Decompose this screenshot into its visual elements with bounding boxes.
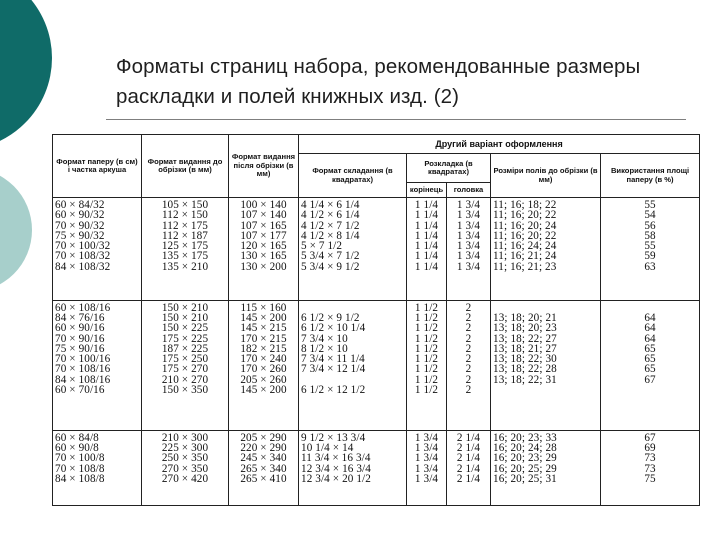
header-margins: Розміри полів до обрізки (в мм) — [491, 154, 601, 198]
header-spine: корінець — [407, 183, 447, 198]
header-layout-format: Формат складання (в квадратах) — [299, 154, 407, 198]
decor-circle-dark — [0, 0, 52, 150]
cell-margins: 11; 16; 18; 22 11; 16; 20; 22 11; 16; 20; 24 11; 16; 20; 22 11; 16; 24; 24 11; 16; 21; 24 11; 16; 21; 23 — [491, 198, 601, 301]
cell-paper: 60 × 84/8 60 × 90/8 70 × 100/8 70 × 108/8 84 × 108/8 — [53, 430, 142, 505]
cell-after-trim: 115 × 160 145 × 200 145 × 215 170 × 215 182 × 215 170 × 240 170 × 260 205 × 260 145 × 200 — [229, 300, 299, 430]
table-wrapper — [52, 134, 699, 506]
header-layout: Розкладка (в квадратах) — [407, 154, 491, 183]
cell-usage: 67 69 73 73 75 — [601, 430, 700, 505]
table-row — [53, 430, 700, 505]
cell-after-trim: 100 × 140 107 × 140 107 × 165 107 × 177 120 × 165 130 × 165 130 × 200 — [229, 198, 299, 301]
cell-before-trim: 210 × 300 225 × 300 250 × 350 270 × 350 270 × 420 — [142, 430, 229, 505]
cell-layout-format: 6 1/2 × 9 1/2 6 1/2 × 10 1/4 7 3/4 × 10 8 1/2 × 10 7 3/4 × 11 1/4 7 3/4 × 12 1/4 6 1/2 × 12 1/2 — [299, 300, 407, 430]
decor-circle-light — [0, 168, 32, 292]
table-row — [53, 198, 700, 301]
header-second-variant: Другий варіант оформлення — [299, 135, 700, 154]
header-paper-usage: Використання площі паперу (в %) — [601, 154, 700, 198]
cell-layout-format: 4 1/4 × 6 1/4 4 1/2 × 6 1/4 4 1/2 × 7 1/2 4 1/2 × 8 1/4 5 × 7 1/2 5 3/4 × 7 1/2 5 3/4 × 9 1/2 — [299, 198, 407, 301]
header-paper-format: Формат паперу (в см) і частка аркуша — [53, 135, 142, 198]
cell-spine: 1 1/2 1 1/2 1 1/2 1 1/2 1 1/2 1 1/2 1 1/2 1 1/2 1 1/2 — [407, 300, 447, 430]
cell-before-trim: 105 × 150 112 × 150 112 × 175 112 × 187 125 × 175 135 × 175 135 × 210 — [142, 198, 229, 301]
cell-margins: 16; 20; 23; 33 16; 20; 24; 28 16; 20; 23; 29 16; 20; 25; 29 16; 20; 25; 31 — [491, 430, 601, 505]
cell-layout-format: 9 1/2 × 13 3/4 10 1/4 × 14 11 3/4 × 16 3/4 12 3/4 × 16 3/4 12 3/4 × 20 1/2 — [299, 430, 407, 505]
header-head: головка — [447, 183, 491, 198]
cell-spine: 1 3/4 1 3/4 1 3/4 1 3/4 1 3/4 — [407, 430, 447, 505]
cell-head: 1 3/4 1 3/4 1 3/4 1 3/4 1 3/4 1 3/4 1 3/4 — [447, 198, 491, 301]
cell-usage: 55 54 56 58 55 59 63 — [601, 198, 700, 301]
cell-usage: 64 64 64 65 65 65 67 — [601, 300, 700, 430]
formats-table — [52, 134, 700, 506]
header-format-before-trim: Формат видання до обрізки (в мм) — [142, 135, 229, 198]
cell-spine: 1 1/4 1 1/4 1 1/4 1 1/4 1 1/4 1 1/4 1 1/4 — [407, 198, 447, 301]
slide-decoration — [0, 0, 60, 300]
cell-head: 2 1/4 2 1/4 2 1/4 2 1/4 2 1/4 — [447, 430, 491, 505]
header-format-after-trim: Формат видання після обрізки (в мм) — [229, 135, 299, 198]
title-underline — [106, 119, 686, 120]
table-row — [53, 300, 700, 430]
cell-paper: 60 × 84/32 60 × 90/32 70 × 90/32 75 × 90/32 70 × 100/32 70 × 108/32 84 × 108/32 — [53, 198, 142, 301]
cell-after-trim: 205 × 290 220 × 290 245 × 340 265 × 340 265 × 410 — [229, 430, 299, 505]
cell-head: 2 2 2 2 2 2 2 2 2 — [447, 300, 491, 430]
cell-margins: 13; 18; 20; 21 13; 18; 20; 23 13; 18; 22; 27 13; 18; 21; 27 13; 18; 22; 30 13; 18; 22; 28 13; 18; 22; 31 — [491, 300, 601, 430]
cell-before-trim: 150 × 210 150 × 210 150 × 225 175 × 225 187 × 225 175 × 250 175 × 270 210 × 270 150 × 350 — [142, 300, 229, 430]
cell-paper: 60 × 108/16 84 × 76/16 60 × 90/16 70 × 90/16 75 × 90/16 70 × 100/16 70 × 108/16 84 × 108/16 60 × 70/16 — [53, 300, 142, 430]
slide-title: Форматы страниц набора, рекомендованные размеры раскладки и полей книжных изд. (2) — [116, 55, 641, 108]
